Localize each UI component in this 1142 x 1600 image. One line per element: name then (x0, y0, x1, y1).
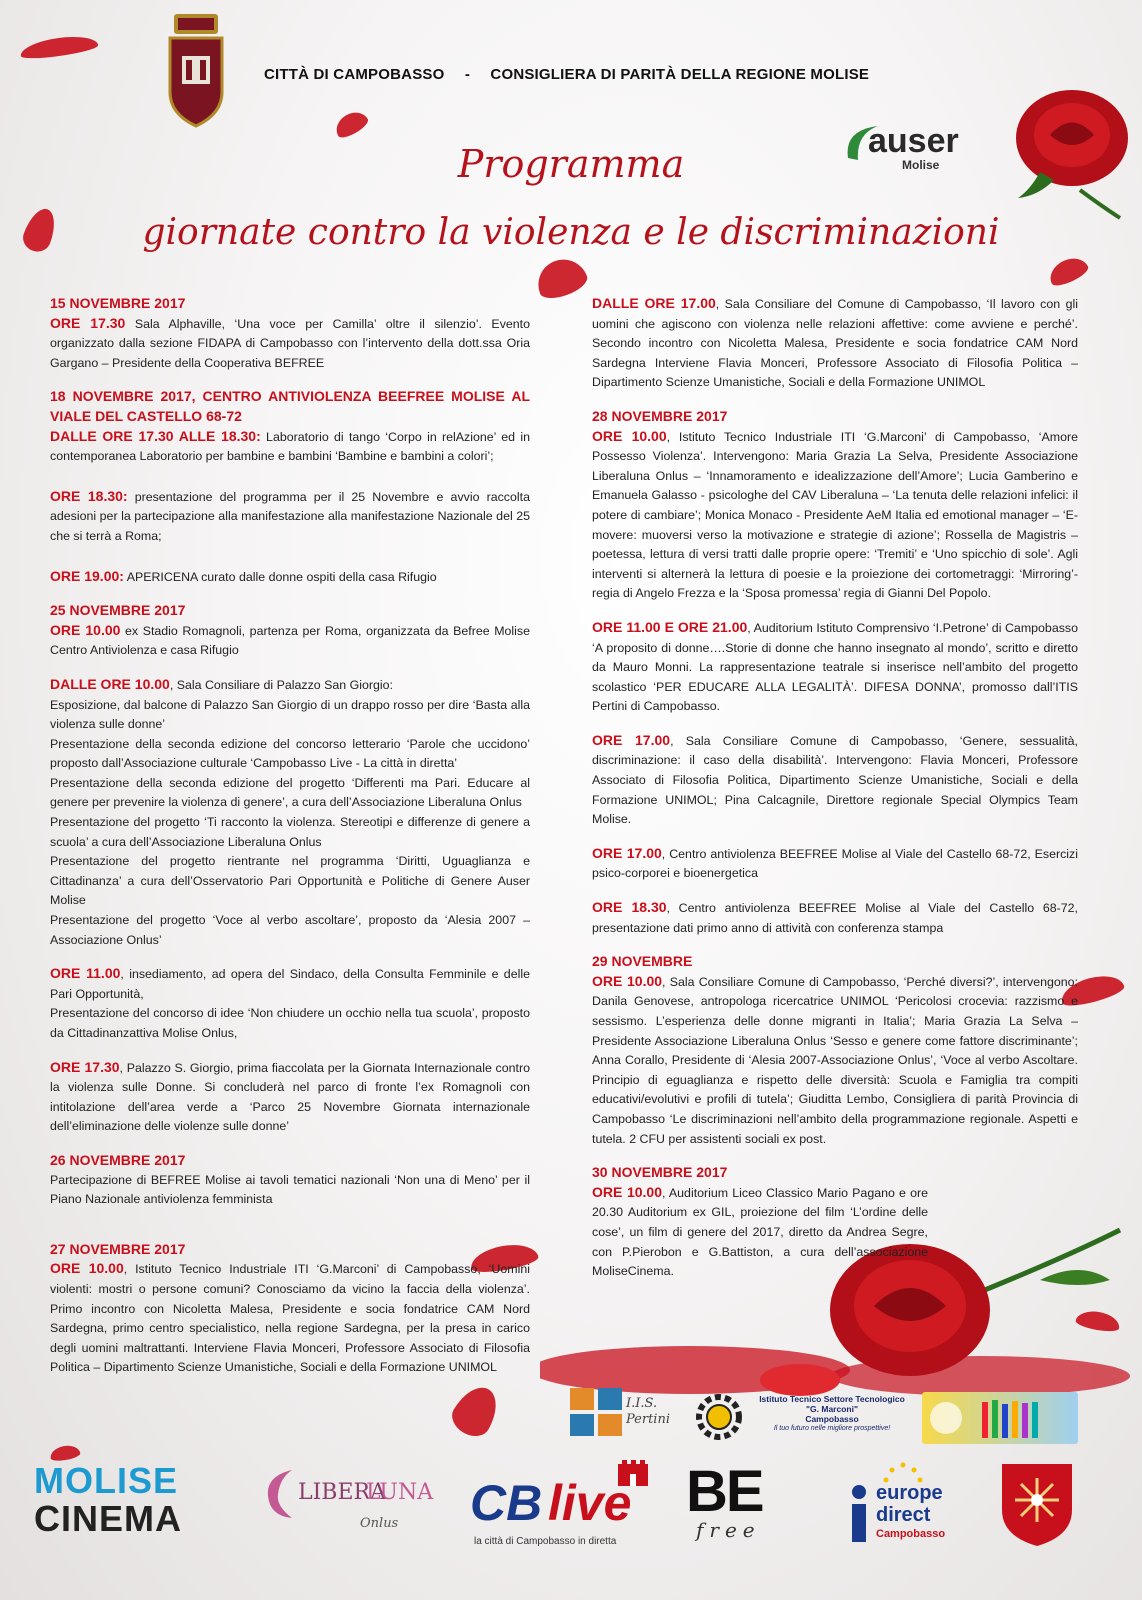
event-text: , Auditorium Liceo Classico Mario Pagano e ore 20.30 Auditorium ex GIL, proiezione del film ‘L’ordine delle cose’, un film di genere del 2017, diretto da Andrea Segre, con P.Pierobon e G.Battiston, a cura dell’associazione MoliseCinema. (592, 1185, 929, 1279)
event-text: , insediamento, ad opera del Sindaco, della Consulta Femminile e delle Pari Opportunità, (50, 967, 530, 1001)
header-consigliera: CONSIGLIERA DI PARITÀ DELLA REGIONE MOLISE (490, 66, 870, 83)
event-line: Presentazione del progetto rientrante nel programma ‘Diritti, Uguaglianza e Cittadinanza’ a cura dell’Osservatorio Pari Opportunità e Politiche di Genere Auser Molise (50, 854, 530, 908)
event-text: APERICENA curato dalle donne ospiti della casa Rifugio (123, 569, 437, 584)
event-line: Presentazione della seconda edizione del progetto ‘Differenti ma Pari. Educare al genere per prevenire la violenza di genere’, a cura dell’Associazione Liberaluna Onlus (50, 775, 530, 810)
event-text: , Palazzo S. Giorgio, prima fiaccolata per la Giornata Internazionale contro la violenza sulle Donne. Si concluderà nel parco di fronte l’ex Romagnoli con intitolazione dell’area verde a ‘Parco 25 Novembre Giornata internazionale dell’eliminazione delle violenze sulle donne’ (50, 1060, 530, 1134)
event-18-nov-1830 (50, 487, 530, 547)
befree-be: BE (686, 1459, 763, 1524)
event-28-nov-1700 (592, 731, 1078, 830)
event-time: ORE 17.00 (592, 844, 662, 861)
event-date: 26 NOVEMBRE 2017 (50, 1151, 186, 1168)
marconi-line2: "G. Marconi" (806, 1404, 858, 1414)
header-city: CITTÀ DI CAMPOBASSO (264, 66, 445, 83)
header (264, 66, 869, 83)
marconi-line4: Il tuo futuro nelle migliore prospettive! (773, 1425, 891, 1432)
program-right-column (592, 294, 1078, 1296)
europe-line3: Campobasso (876, 1528, 946, 1540)
event-text: , Sala Consiliare Comune di Campobasso, ‘Genere, sessualità, discriminazione: il caso della disabilità’. Intervengono: Flavia Monceri, Professore Associato di Filosofia Politica, Dipartimento Scienze Umanistiche, Sociali e della Formazione UNIMOL; Pina Calcagnile, Direttore regionale Special Olympics Team Molise. (592, 733, 1078, 827)
event-date: 27 NOVEMBRE 2017 (50, 1240, 186, 1257)
event-time: ORE 18.30: (50, 487, 128, 504)
event-25-nov-1000 (50, 675, 530, 950)
event-text: presentazione del programma per il 25 Novembre e avvio raccolta adesioni per la partecipazione alla manifestazione alla manifestazione Nazionale del 25 che si terrà a Roma; (50, 489, 530, 543)
molise-cinema-bottom: CINEMA (34, 1498, 182, 1539)
event-28-nov (592, 407, 1078, 604)
event-date: 29 NOVEMBRE (592, 953, 693, 970)
event-text: , Istituto Tecnico Industriale ITI ‘G.Marconi’ di Campobasso, ‘Uomini violenti: mostri o persone comuni? Conosciamo da vicino la faccia della violenza’. Primo incontro con Nicoletta Malesa, Presidente e socia fondatrice CAM Nord Sardegna, primo centro specialistico, nella regione Sardegna, per la presa in carico degli uomini maltrattanti. Interviene Flavia Monceri, Professore Associato di Filosofia Politica – Dipartimento Scienze Umanistiche, Sociali e della Formazione UNIMOL (50, 1262, 530, 1375)
event-26-nov (50, 1151, 530, 1210)
event-text: , Auditorium Istituto Comprensivo ‘I.Petrone’ di Campobasso ‘A proposito di donne….Storie di donne che hanno insegnato al mondo’, scritto e diretto da Mauro Monni. La rappresentazione teatrale si inserisce nell’ambito del progetto scolastico ‘PER EDUCARE ALLA LEGALITÀ’. DIFESA DONNA’, promosso dall’ITIS Pertini di Campobasso. (592, 620, 1078, 714)
cblive-tagline: la città di Campobasso in diretta (474, 1536, 617, 1547)
molise-cinema-top: MOLISE (34, 1460, 179, 1501)
event-time: ORE 17.30 (50, 1058, 120, 1075)
event-date: 28 NOVEMBRE 2017 (592, 407, 728, 424)
event-time: ORE 17.00 (592, 731, 671, 748)
event-time: ORE 10.00 (50, 621, 121, 638)
event-text: , Centro antiviolenza BEEFREE Molise al Viale del Castello 68-72, presentazione dati primo anno di attività con conferenza stampa (592, 901, 1078, 935)
event-15-nov (50, 294, 530, 373)
petal (331, 107, 370, 141)
event-18-nov-1900 (50, 567, 530, 588)
school-logo (922, 1392, 1078, 1444)
event-time: ORE 10.00 (592, 427, 667, 444)
auser-word: auser (868, 122, 959, 160)
info-i-icon (848, 1484, 870, 1544)
event-28-nov-1700-b (592, 844, 1078, 884)
program-left-column (50, 294, 530, 1392)
event-time: DALLE ORE 17.30 ALLE 18.30: (50, 427, 261, 444)
pertini-icon (568, 1384, 624, 1440)
befree-free: free (696, 1518, 761, 1542)
petal (19, 33, 99, 62)
event-time: ORE 11.00 E ORE 21.00 (592, 618, 748, 635)
event-time: ORE 10.00 (50, 1260, 124, 1277)
pertini-logo (568, 1384, 688, 1444)
event-line: Esposizione, dal balcone di Palazzo San Giorgio di un drappo rosso per dire ‘Basta alla violenza sulle donne’ (50, 697, 530, 732)
page-subtitle: giornate contro la violenza e le discriminazioni (142, 212, 1000, 253)
event-time: DALLE ORE 17.00 (592, 295, 716, 311)
auser-region: Molise (902, 158, 940, 172)
event-28-nov-1100 (592, 618, 1078, 717)
liberaluna-logo (262, 1456, 438, 1552)
event-18-nov (50, 387, 530, 466)
pencils-icon (922, 1392, 1078, 1444)
event-date: 30 NOVEMBRE 2017 (592, 1164, 728, 1181)
molise-cinema-logo (34, 1462, 204, 1546)
event-text: Sala Alphaville, ‘Una voce per Camilla’ oltre il silenzio’. Evento organizzato dalla sezione FIDAPA di Campobasso con l’intervento della dott.ssa Oria Gargano – Presidente della Cooperativa BEFREE (50, 316, 530, 370)
liberaluna-face-icon (262, 1466, 296, 1522)
event-line: Presentazione del progetto ‘Voce al verbo ascoltare’, proposto da ‘Alesia 2007 – Associazione Onlus’ (50, 913, 530, 947)
event-time: ORE 18.30 (592, 899, 667, 916)
europe-line1: europe (876, 1482, 943, 1504)
event-line: Presentazione del concorso di idee ‘Non chiudere un occhio nella tua scuola’, proposto da Cittadinanzattiva Molise Onlus, (50, 1006, 530, 1040)
event-time: ORE 17.30 (50, 314, 126, 331)
event-text: , Sala Consiliare Comune di Campobasso, ‘Perché diversi?’, intervengono: Danila Genovese, antropologa ricercatrice UNIMOL ‘Pericolosi crocevia: razzismo e sessismo. L’esperienza delle donne migranti in Italia’; Maria Grazia La Selva – Presidente Associazione Liberaluna Onlus ‘Sesso e genere come fattore discriminante’; Anna Corallo, Presidente di ‘Alesia 2007-Associazione Onlus’, ‘Voce al verbo Ascoltare. Principio di eguaglianza e rispetto delle diversità: Scuola e Famiglia tra compiti educativi/evolutivi e profili di tutela’; Giuditta Lembo, Consigliera di parità Provincia di Campobasso ‘Le discriminazioni nell’ambito della programmazione regionale. Aspetti e tutela. 2 CFU per assistenti sociali ex post. (592, 974, 1079, 1146)
event-29-nov (592, 952, 1078, 1149)
event-time: ORE 10.00 (592, 1183, 662, 1200)
event-text: Laboratorio di tango ‘Corpo in relAzione’ ed in contemporanea Laboratorio per bambine e bambini ‘Bambine e bambini a colori’; (50, 429, 530, 464)
event-27-nov-1700 (592, 294, 1078, 393)
event-text: , Istituto Tecnico Industriale ITI ‘G.Marconi’ di Campobasso, ‘Amore Possesso Violenza’. Intervengono: Maria Grazia La Selva, Presidente Associazione Liberaluna Onlus – ‘Innamoramento e idealizzazione dell’Amore’; Lucia Gamberino e Emanuela Galasso - psicologhe del CAV Liberaluna – ‘La tenuta delle relazioni infelici: il potere di cambiare’; Monica Monaco - Presidente AeM Italia ed emotional manager – ‘E-movere: muoversi verso la motivazione e strategie di azione’; Rossella de Magistris – poetessa, lettura di versi tratti dalle proprie opere: ‘Tremiti’ e ‘Uno spicchio di sole’. Agli interventi si alternerà la lettura di poesie e la proiezione dei cortometraggi: ‘Mirroring’- regia di Angelo Frezza e la ‘Sposa promessa’ regia di Gianni Del Popolo. (592, 429, 1078, 601)
befree-logo (682, 1459, 794, 1548)
event-time: ORE 10.00 (592, 972, 663, 989)
cblive-logo (470, 1460, 666, 1556)
marconi-logo (696, 1392, 916, 1444)
cblive-cb: CB (470, 1475, 543, 1531)
event-time: ORE 19.00: (50, 567, 124, 584)
event-text: , Centro antiviolenza BEEFREE Molise al Viale del Castello 68-72, Esercizi psico-corporei e bioenergetica (592, 846, 1078, 881)
petal (531, 253, 590, 304)
event-30-nov (592, 1163, 1078, 1282)
molise-region-emblem-icon (998, 1458, 1076, 1548)
campobasso-crest-icon (166, 14, 226, 132)
liberaluna-b: LUNA (366, 1480, 434, 1505)
petal (1045, 253, 1091, 290)
event-text: , Sala Consiliare di Palazzo San Giorgio: (169, 677, 393, 692)
event-date: 15 NOVEMBRE 2017 (50, 295, 186, 311)
event-date: 18 NOVEMBRE 2017, CENTRO ANTIVIOLENZA BEEFREE MOLISE AL VIALE DEL CASTELLO 68-72 (50, 388, 530, 424)
event-line: Presentazione della seconda edizione del concorso letterario ‘Parole che uccidono’ proposto dall’Associazione culturale ‘Campobasso Live - La città in diretta’ (50, 736, 530, 771)
event-25-nov-1100 (50, 964, 530, 1043)
event-text: ex Stadio Romagnoli, partenza per Roma, organizzata da Befree Molise Centro Antiviolenza e casa Rifugio (50, 623, 531, 658)
event-28-nov-1830 (592, 898, 1078, 938)
event-time: DALLE ORE 10.00 (50, 675, 170, 692)
event-line: Presentazione del progetto ‘Ti racconto la violenza. Stereotipi e differenze di genere a scuola’ a cura dell’Associazione Liberaluna Onlus (50, 815, 530, 849)
event-27-nov (50, 1240, 530, 1378)
header-separator: - (464, 66, 471, 83)
cblive-live: live (548, 1475, 632, 1531)
europe-direct-logo (848, 1458, 960, 1548)
liberaluna-a: LIBERA (298, 1480, 386, 1505)
event-time: ORE 11.00 (50, 965, 121, 982)
event-text: , Sala Consiliare del Comune di Campobasso, ‘Il lavoro con gli uomini che agiscono con violenza nelle relazioni affettive: come avviene e perché’. Secondo incontro con Nicoletta Malesa, Presidente e socia fondatrice CAM Nord Sardegna Interviene Flavia Monceri, Professore Associato di Filosofia Politica – Dipartimento Scienze Umanistiche, Sociali e della Formazione UNIMOL (592, 297, 1078, 390)
liberaluna-c: Onlus (360, 1516, 399, 1531)
event-text: Partecipazione di BEFREE Molise ai tavoli tematici nazionali ‘Non una di Meno’ per il Piano Nazionale antiviolenza femminista (50, 1172, 530, 1207)
marconi-gear-icon (696, 1394, 742, 1440)
europe-line2: direct (876, 1504, 931, 1526)
marconi-line3: Campobasso (805, 1414, 859, 1424)
event-25-nov (50, 601, 530, 661)
page-title: Programma (457, 142, 685, 186)
marconi-line1: Istituto Tecnico Settore Tecnologico (759, 1394, 905, 1404)
event-25-nov-1730 (50, 1058, 530, 1137)
event-date: 25 NOVEMBRE 2017 (50, 602, 186, 619)
pertini-label: I.I.S. Pertini (626, 1396, 670, 1427)
